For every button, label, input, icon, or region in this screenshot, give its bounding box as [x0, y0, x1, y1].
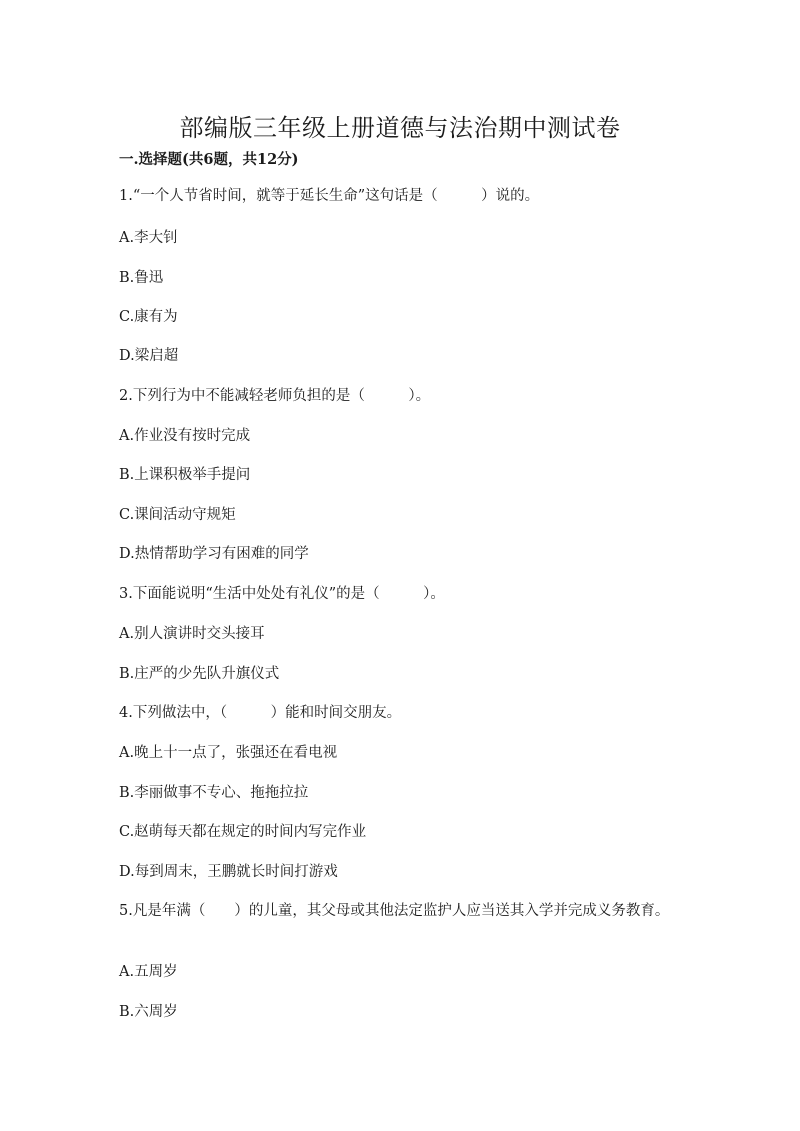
question-2-option-a: A.作业没有按时完成	[119, 428, 251, 444]
question-4-option-d: D.每到周末，王鹏就长时间打游戏	[119, 864, 338, 880]
question-2-stem: 2.下列行为中不能减轻老师负担的是（ ）。	[119, 388, 431, 404]
question-2-option-d: D.热情帮助学习有困难的同学	[119, 546, 309, 562]
question-2-option-c: C.课间活动守规矩	[119, 507, 236, 523]
question-3-option-a: A.别人演讲时交头接耳	[119, 626, 265, 642]
question-5-option-a: A.五周岁	[119, 964, 178, 980]
question-4-option-a: A.晚上十一点了，张强还在看电视	[119, 745, 338, 761]
question-3-option-b: B.庄严的少先队升旗仪式	[119, 666, 280, 682]
question-5-stem: 5.凡是年满（ ）的儿童，其父母或其他法定监护人应当送其入学并完成义务教育。	[119, 903, 670, 919]
question-3-stem: 3.下面能说明“生活中处处有礼仪”的是（ ）。	[119, 586, 445, 602]
section-heading: 一.选择题(共6题，共12分)	[119, 151, 299, 168]
question-1-option-d: D.梁启超	[119, 348, 179, 364]
question-1-option-c: C.康有为	[119, 309, 178, 325]
question-1-stem: 1.“一个人节省时间，就等于延长生命”这句话是（ ）说的。	[119, 188, 540, 204]
question-5-option-b: B.六周岁	[119, 1004, 178, 1020]
question-2-option-b: B.上课积极举手提问	[119, 467, 251, 483]
question-1-option-b: B.鲁迅	[119, 270, 164, 286]
page-title: 部编版三年级上册道德与法治期中测试卷	[179, 114, 621, 143]
question-1-option-a: A.李大钊	[119, 230, 178, 246]
question-4-stem: 4.下列做法中，（ ）能和时间交朋友。	[119, 705, 402, 721]
question-4-option-b: B.李丽做事不专心、拖拖拉拉	[119, 785, 309, 801]
question-4-option-c: C.赵萌每天都在规定的时间内写完作业	[119, 824, 367, 840]
